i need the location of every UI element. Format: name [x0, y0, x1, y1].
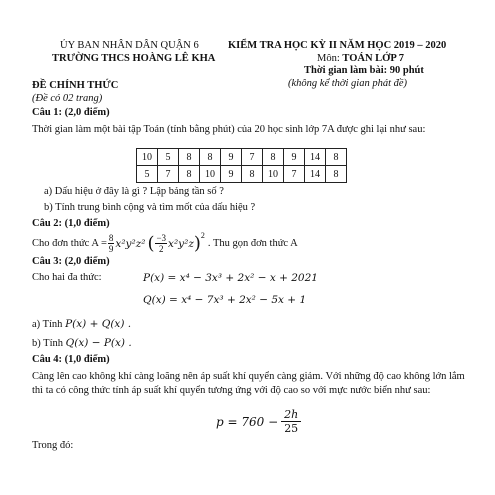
table-cell: 8: [242, 166, 263, 183]
table-cell: 8: [200, 149, 221, 166]
data-table: [136, 148, 347, 183]
q3b-label: b) Tính: [32, 338, 64, 349]
q3a-label: a) Tính: [32, 319, 63, 330]
q2-prefix: Cho đơn thức A =: [32, 238, 107, 249]
fraction-neg3-2: $\frac{-3}{2}$: [156, 233, 167, 254]
table-cell: 8: [326, 166, 347, 183]
left-paren: (: [147, 233, 155, 254]
right-paren: ): [193, 233, 201, 254]
pressure-formula: [216, 408, 301, 435]
table-cell: 14: [305, 149, 326, 166]
subject-value: TOÁN LỚP 7: [342, 53, 405, 64]
table-cell: 9: [221, 149, 242, 166]
table-cell: 10: [137, 149, 158, 166]
q3b-expression: Q(x) − P(x) .: [65, 337, 132, 349]
question-4-title: Câu 4: (1,0 điểm): [32, 354, 110, 365]
official-exam-label: ĐỀ CHÍNH THỨC: [32, 80, 119, 91]
header-exam-title: KIỂM TRA HỌC KỲ II NĂM HỌC 2019 – 2020: [228, 40, 447, 51]
table-cell: 7: [242, 149, 263, 166]
table-cell: 9: [221, 166, 242, 183]
table-cell: 10: [200, 166, 221, 183]
table-cell: 9: [284, 149, 305, 166]
question-1a: a) Dấu hiệu ở đây là gì ? Lập bảng tần số ?: [44, 186, 224, 197]
question-2-title: Câu 2: (1,0 điểm): [32, 218, 110, 229]
question-3-intro: Cho hai đa thức:: [32, 272, 102, 283]
subject-label: Môn:: [317, 53, 340, 64]
table-cell: 7: [284, 166, 305, 183]
polynomial-p: P(x) = x⁴ − 3x³ + 2x² − x + 2021: [143, 272, 318, 284]
header-note: (không kể thời gian phát đề): [288, 78, 408, 89]
table-cell: 8: [179, 149, 200, 166]
question-1b: b) Tính trung bình cộng và tìm mốt của dấu hiệu ?: [44, 202, 256, 213]
formula-lhs: p = 760 −: [216, 414, 279, 429]
table-cell: 8: [263, 149, 284, 166]
header-duration: Thời gian làm bài: 90 phút: [304, 65, 424, 76]
question-2-text: [32, 233, 298, 254]
where-label: Trong đó:: [32, 440, 74, 451]
monomial-part-2: x²y²z: [168, 237, 194, 250]
question-3-title: Câu 3: (2,0 điểm): [32, 256, 110, 267]
q3a-expression: P(x) + Q(x) .: [65, 318, 132, 330]
question-1-title: Câu 1: (2,0 điểm): [32, 107, 110, 118]
table-cell: 5: [158, 149, 179, 166]
table-cell: 10: [263, 166, 284, 183]
question-3b: [32, 337, 132, 349]
header-subject: [317, 53, 404, 64]
table-cell: 14: [305, 166, 326, 183]
table-row: [137, 149, 347, 166]
question-3a: [32, 318, 131, 330]
question-1-text: Thời gian làm một bài tập Toán (tính bằng phút) của 20 học sinh lớp 7A được ghi lại như sau:: [32, 124, 426, 135]
q2-suffix: . Thu gọn đơn thức A: [207, 238, 298, 249]
polynomial-q: Q(x) = x⁴ − 7x³ + 2x² − 5x + 1: [143, 294, 307, 306]
header-district: ỦY BAN NHÂN DÂN QUẬN 6: [60, 40, 199, 51]
fraction-2h-25: $\frac{2h}{25}$: [281, 408, 301, 435]
table-cell: 8: [326, 149, 347, 166]
exponent-2: 2: [200, 231, 205, 240]
table-cell: 7: [158, 166, 179, 183]
table-cell: 8: [179, 166, 200, 183]
page-count-note: (Đề có 02 trang): [32, 93, 103, 104]
question-4-text: Càng lên cao không khí càng loãng nên áp suất khí quyển càng giảm. Với những độ cao không lớn lắm thì ta có công thức tính áp suất khí quyển tương ứng với độ cao so với mực nước biển như sau:: [32, 371, 465, 396]
fraction-8-9: $\frac{8}{9}$: [108, 233, 114, 254]
table-cell: 5: [137, 166, 158, 183]
table-row: [137, 166, 347, 183]
monomial-part-1: x²y²z²: [115, 237, 146, 250]
header-school: TRƯỜNG THCS HOÀNG LÊ KHA: [52, 53, 216, 64]
